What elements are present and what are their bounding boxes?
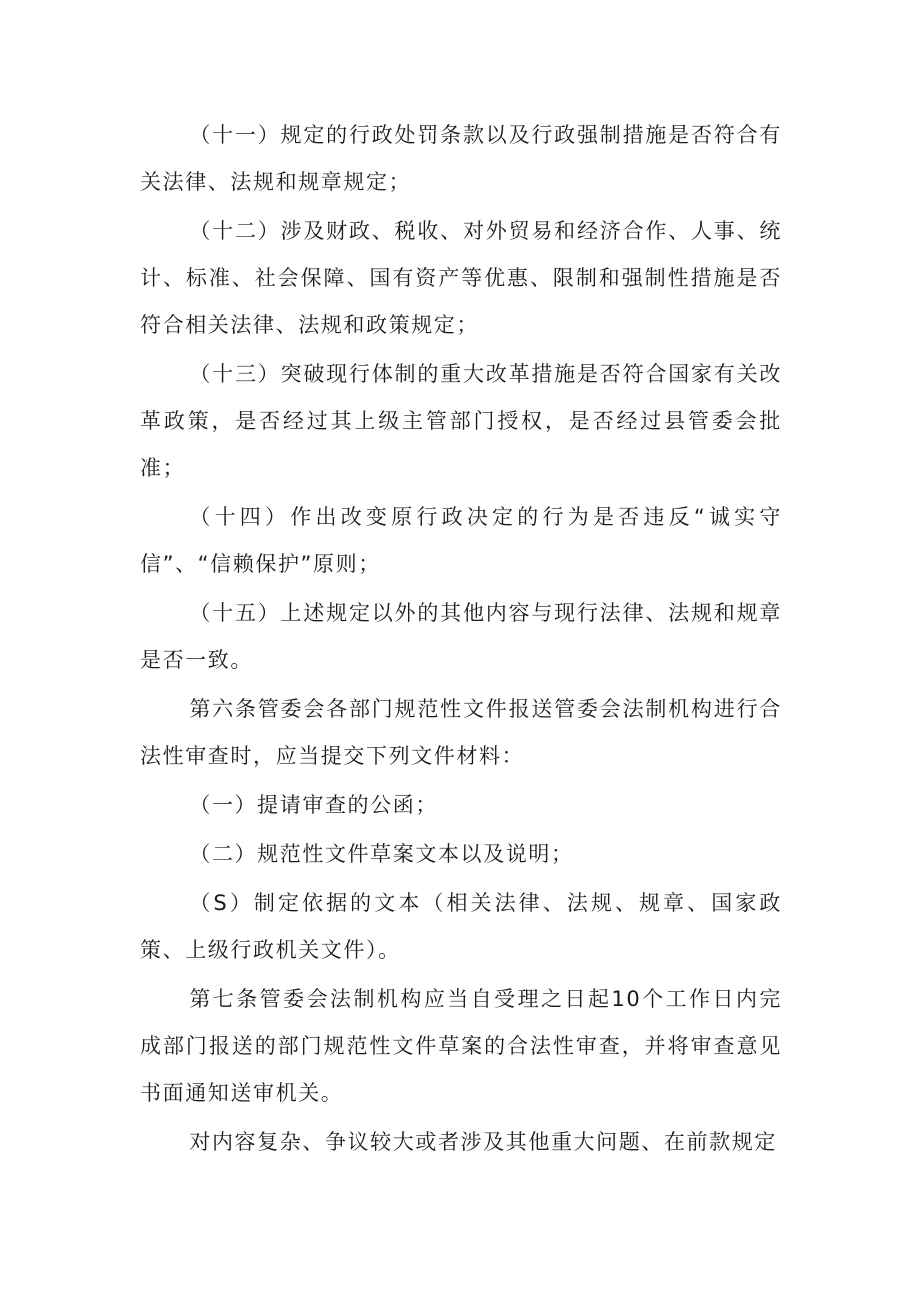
- paragraph-item-11: （十一）规定的行政处罚条款以及行政强制措施是否符合有关法律、法规和规章规定；: [140, 123, 782, 194]
- paragraph-article-7: 第七条管委会法制机构应当自受理之日起10个工作日内完成部门报送的部门规范性文件草案的合法性审查，并将审查意见书面通知送审机关。: [140, 987, 782, 1105]
- paragraph-material-1: （一）提请审查的公函；: [189, 793, 438, 817]
- document-body: [140, 112, 782, 1166]
- paragraph-item-13: （十三）突破现行体制的重大改革措施是否符合国家有关改革政策，是否经过其上级主管部门授权，是否经过县管委会批准；: [140, 362, 782, 480]
- paragraph-item-14: （十四）作出改变原行政决定的行为是否违反“诚实守信”、“信赖保护”原则；: [140, 505, 782, 576]
- paragraph-complex-cases: 对内容复杂、争议较大或者涉及其他重大问题、在前款规定: [189, 1130, 777, 1154]
- paragraph-article-6: 第六条管委会各部门规范性文件报送管委会法制机构进行合法性审查时，应当提交下列文件材料：: [140, 697, 782, 768]
- paragraph-item-12: （十二）涉及财政、税收、对外贸易和经济合作、人事、统计、标准、社会保障、国有资产等优惠、限制和强制性措施是否符合相关法律、法规和政策规定；: [140, 219, 782, 337]
- paragraph-material-3: （S）制定依据的文本（相关法律、法规、规章、国家政策、上级行政机关文件）。: [140, 891, 782, 962]
- paragraph-item-15: （十五）上述规定以外的其他内容与现行法律、法规和规章是否一致。: [140, 601, 782, 672]
- paragraph-material-2: （二）规范性文件草案文本以及说明；: [189, 842, 574, 866]
